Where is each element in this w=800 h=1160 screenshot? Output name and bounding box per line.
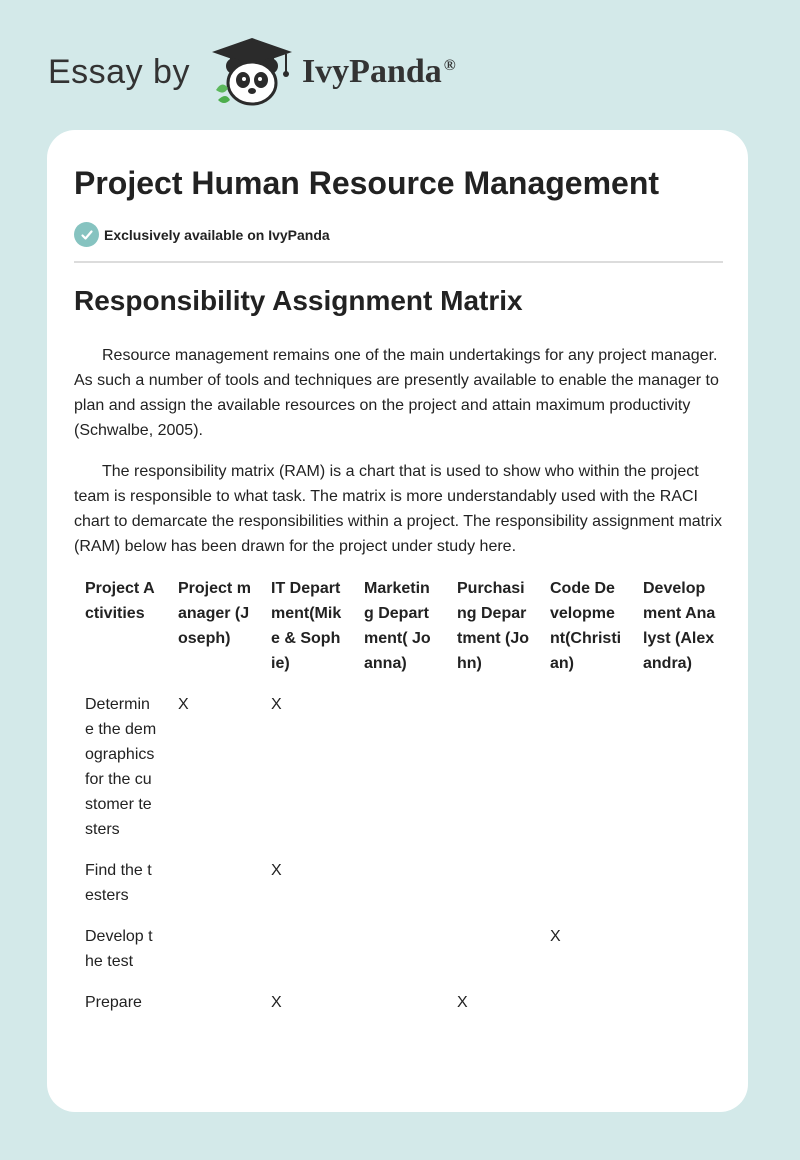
table-header-row <box>74 570 725 686</box>
table-cell <box>446 686 539 852</box>
table-cell: X <box>457 994 468 1011</box>
table-cell <box>167 984 260 1025</box>
brand-name-text: IvyPanda <box>301 53 442 90</box>
column-header: Marketing Department( Joanna) <box>364 580 431 672</box>
table-cell <box>353 686 446 852</box>
table-cell <box>632 918 725 984</box>
panda-mascot-icon <box>208 36 296 108</box>
divider <box>74 261 723 263</box>
table-cell <box>539 984 632 1025</box>
column-header: Development Analyst (Alexandra) <box>643 580 716 672</box>
exclusive-badge <box>74 222 330 247</box>
registered-mark: ® <box>443 56 456 74</box>
table-cell: X <box>271 994 282 1011</box>
table-cell: X <box>178 696 189 713</box>
table-cell: Prepare <box>85 994 142 1011</box>
paragraph: Resource management remains one of the main undertakings for any project manager. As such a number of tools and techniques are presently available to enable the manager to plan and assign the available resources on the project and attain maximum productivity (Schwalbe, 2005). <box>74 347 719 439</box>
table-cell <box>632 686 725 852</box>
table-cell: Develop the test <box>85 928 153 970</box>
brand-logo[interactable] <box>48 36 456 108</box>
table-cell <box>353 918 446 984</box>
table-cell <box>539 852 632 918</box>
table-cell: Find the testers <box>85 862 152 904</box>
table-cell <box>167 918 260 984</box>
checkmark-icon <box>74 222 99 247</box>
table-cell: X <box>271 862 282 879</box>
table-cell <box>632 984 725 1025</box>
table-cell <box>353 984 446 1025</box>
table-cell: Determine the demographics for the customer testers <box>85 696 157 838</box>
table-cell <box>167 852 260 918</box>
table-row <box>74 852 725 918</box>
article-card <box>47 130 748 1112</box>
table-cell <box>539 686 632 852</box>
table-cell <box>260 918 353 984</box>
column-header: IT Department(Mike & Sophie) <box>271 580 342 672</box>
brand-name <box>302 53 456 91</box>
responsibility-matrix-table <box>74 570 725 1025</box>
table-cell <box>353 852 446 918</box>
exclusive-label: Exclusively available on IvyPanda <box>104 226 330 243</box>
table-cell: X <box>550 928 561 945</box>
brand-prefix: Essay by <box>48 52 190 91</box>
table-row <box>74 686 725 852</box>
table-row <box>74 918 725 984</box>
table-cell <box>446 918 539 984</box>
column-header: Purchasing Department (John) <box>457 580 529 672</box>
page-title: Project Human Resource Management <box>74 165 660 201</box>
section-heading: Responsibility Assignment Matrix <box>74 285 523 316</box>
column-header: Project manager (Joseph) <box>178 580 251 647</box>
column-header: Project Activities <box>85 580 155 622</box>
table-cell <box>632 852 725 918</box>
table-cell <box>446 852 539 918</box>
table-cell: X <box>271 696 282 713</box>
table-row <box>74 984 725 1025</box>
paragraph: The responsibility matrix (RAM) is a chart that is used to show who within the project team is responsible to what task. The matrix is more understandably used with the RACI chart to demarcate the responsibilities within a project. The responsibility assignment matrix (RAM) below has been drawn for the project under study here. <box>74 463 722 555</box>
column-header: Code Development(Christian) <box>550 580 622 672</box>
